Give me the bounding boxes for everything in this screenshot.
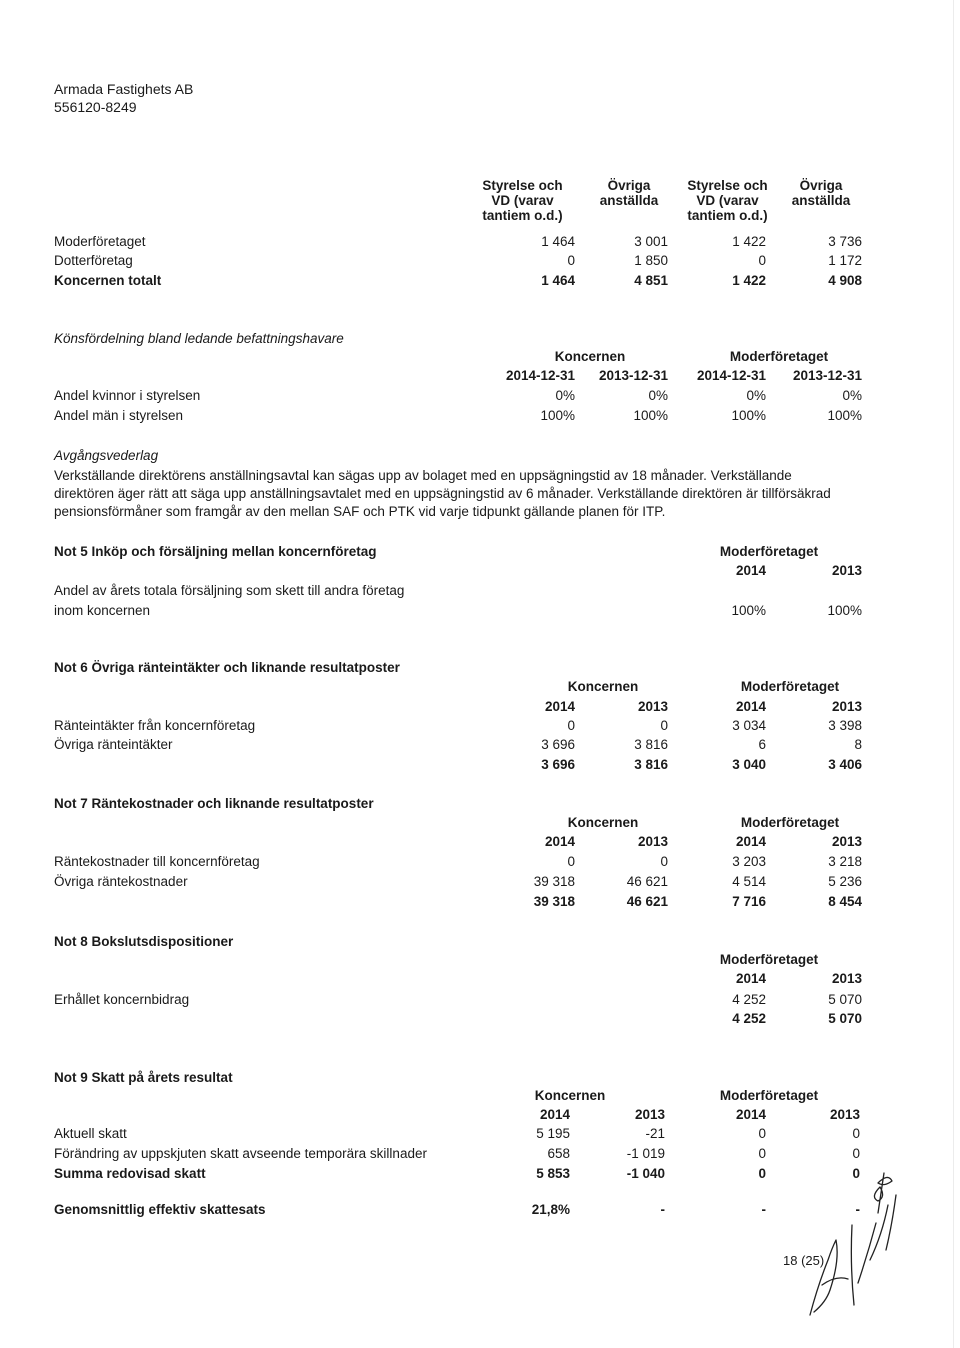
note9-cell: 0 xyxy=(758,1126,766,1141)
header-line: VD (varav xyxy=(696,193,759,208)
note9-year: 2014 xyxy=(735,1107,766,1122)
note9-rate-cell: - xyxy=(855,1202,860,1217)
note6-year: 2013 xyxy=(637,699,668,714)
note8-total: 5 070 xyxy=(828,1011,862,1026)
note9-rate-label: Genomsnittlig effektiv skattesats xyxy=(54,1202,266,1217)
severance-line: Verkställande direktörens anställningsavtal kan sägas upp av bolaget med en uppsägningstid av 18 månader. Verkställande xyxy=(54,468,792,483)
note5-label-line: inom koncernen xyxy=(54,603,151,618)
note7-year: 2013 xyxy=(637,834,668,849)
header-line: VD (varav xyxy=(491,193,554,208)
staff-header-others-parent xyxy=(780,178,862,208)
note9-sum-label: Summa redovisad skatt xyxy=(54,1166,206,1181)
note7-cell: 46 621 xyxy=(626,874,668,889)
staff-cell: 4 851 xyxy=(634,273,668,288)
note9-rate-cell: - xyxy=(660,1202,665,1217)
note7-group-header: Moderföretaget xyxy=(740,815,840,830)
severance-text xyxy=(54,467,884,521)
header-line: Styrelse och xyxy=(482,178,563,193)
handwritten-initials-icon xyxy=(800,1165,920,1335)
header-line: Övriga xyxy=(607,178,651,193)
note8-year: 2013 xyxy=(831,971,862,986)
staff-cell: 1 422 xyxy=(732,234,766,249)
note6-cell: 0 xyxy=(567,718,575,733)
gender-cell: 100% xyxy=(540,408,575,423)
note7-year: 2014 xyxy=(735,834,766,849)
note5-group-header: Moderföretaget xyxy=(719,544,819,559)
note6-year: 2013 xyxy=(831,699,862,714)
gender-row-label: Andel kvinnor i styrelsen xyxy=(54,388,201,403)
note8-cell: 4 252 xyxy=(732,992,766,1007)
note9-title: Not 9 Skatt på årets resultat xyxy=(54,1070,233,1085)
note9-row-label: Aktuell skatt xyxy=(54,1126,127,1141)
staff-cell: 0 xyxy=(758,253,766,268)
staff-cell: 4 908 xyxy=(828,273,862,288)
note9-year: 2014 xyxy=(539,1107,570,1122)
note9-year: 2013 xyxy=(829,1107,860,1122)
note7-cell: 4 514 xyxy=(732,874,766,889)
note9-cell: -21 xyxy=(645,1126,665,1141)
note7-total: 39 318 xyxy=(533,894,575,909)
note6-cell: 0 xyxy=(660,718,668,733)
gender-cell: 100% xyxy=(731,408,766,423)
note7-cell: 5 236 xyxy=(828,874,862,889)
gender-group-header: Moderföretaget xyxy=(729,349,829,364)
staff-row-label: Dotterföretag xyxy=(54,253,133,268)
staff-cell: 3 736 xyxy=(828,234,862,249)
gender-cell: 0% xyxy=(842,388,862,403)
note8-row-label: Erhållet koncernbidrag xyxy=(54,992,190,1007)
gender-cell: 100% xyxy=(827,408,862,423)
header-line: anställda xyxy=(791,193,851,208)
note8-group-header: Moderföretaget xyxy=(719,952,819,967)
header-line: tantiem o.d.) xyxy=(482,208,563,223)
note7-cell: 0 xyxy=(660,854,668,869)
note9-sum-cell: -1 040 xyxy=(626,1166,665,1181)
staff-cell: 1 464 xyxy=(541,273,575,288)
note5-year: 2013 xyxy=(831,563,862,578)
note6-total: 3 696 xyxy=(541,757,575,772)
note6-cell: 3 398 xyxy=(828,718,862,733)
page-number: 18 (25) xyxy=(783,1253,825,1268)
note5-year: 2014 xyxy=(735,563,766,578)
staff-header-board-group xyxy=(470,178,575,223)
note5-title: Not 5 Inköp och försäljning mellan koncernföretag xyxy=(54,544,377,559)
gender-title: Könsfördelning bland ledande befattningshavare xyxy=(54,331,344,346)
note6-year: 2014 xyxy=(544,699,575,714)
note6-cell: 3 696 xyxy=(541,737,575,752)
staff-cell: 1 850 xyxy=(634,253,668,268)
note8-cell: 5 070 xyxy=(828,992,862,1007)
gender-cell: 0% xyxy=(746,388,766,403)
gender-date-header: 2014-12-31 xyxy=(505,368,575,383)
staff-row-label: Moderföretaget xyxy=(54,234,146,249)
staff-cell: 0 xyxy=(567,253,575,268)
gender-cell: 0% xyxy=(555,388,575,403)
note7-cell: 3 218 xyxy=(828,854,862,869)
note7-group-header: Koncernen xyxy=(567,815,639,830)
severance-line: pensionsförmåner som framgår av den mellan SAF och PTK vid varje tidpunkt gällande planen för ITP. xyxy=(54,504,666,519)
note6-total: 3 816 xyxy=(634,757,668,772)
note6-cell: 3 816 xyxy=(634,737,668,752)
note7-year: 2014 xyxy=(544,834,575,849)
note9-sum-cell: 0 xyxy=(852,1166,860,1181)
note9-cell: 0 xyxy=(758,1146,766,1161)
gender-cell: 100% xyxy=(633,408,668,423)
header-line: anställda xyxy=(599,193,659,208)
note8-total: 4 252 xyxy=(732,1011,766,1026)
note6-total: 3 406 xyxy=(828,757,862,772)
gender-date-header: 2013-12-31 xyxy=(792,368,862,383)
staff-cell: 1 464 xyxy=(541,234,575,249)
company-name: Armada Fastighets AB xyxy=(54,81,194,97)
note7-cell: 3 203 xyxy=(732,854,766,869)
note9-cell: 0 xyxy=(852,1146,860,1161)
note9-cell: 0 xyxy=(852,1126,860,1141)
note9-cell: 5 195 xyxy=(536,1126,570,1141)
note9-year: 2013 xyxy=(634,1107,665,1122)
note7-title: Not 7 Räntekostnader och liknande resultatposter xyxy=(54,796,374,811)
note5-cell: 100% xyxy=(731,603,766,618)
staff-header-board-parent xyxy=(675,178,780,223)
staff-header-others-group xyxy=(590,178,668,208)
note9-sum-cell: 0 xyxy=(758,1166,766,1181)
note9-rate-cell: - xyxy=(761,1202,766,1217)
note9-cell: 658 xyxy=(547,1146,570,1161)
header-line: Styrelse och xyxy=(687,178,768,193)
note6-total: 3 040 xyxy=(732,757,766,772)
note5-cell: 100% xyxy=(827,603,862,618)
staff-row-label: Koncernen totalt xyxy=(54,273,162,288)
note7-cell: 39 318 xyxy=(533,874,575,889)
note6-cell: 8 xyxy=(854,737,862,752)
header-line: tantiem o.d.) xyxy=(687,208,768,223)
gender-date-header: 2014-12-31 xyxy=(696,368,766,383)
note6-cell: 3 034 xyxy=(732,718,766,733)
note8-title: Not 8 Bokslutsdispositioner xyxy=(54,934,234,949)
note9-rate-cell: 21,8% xyxy=(531,1202,570,1217)
note6-row-label: Ränteintäkter från koncernföretag xyxy=(54,718,256,733)
gender-group-header: Koncernen xyxy=(554,349,626,364)
note9-sum-cell: 5 853 xyxy=(536,1166,570,1181)
note7-row-label: Räntekostnader till koncernföretag xyxy=(54,854,260,869)
header-line: Övriga xyxy=(799,178,843,193)
note7-total: 8 454 xyxy=(828,894,862,909)
note6-group-header: Moderföretaget xyxy=(740,679,840,694)
gender-row-label: Andel män i styrelsen xyxy=(54,408,184,423)
note9-cell: -1 019 xyxy=(626,1146,665,1161)
note9-group-header: Koncernen xyxy=(534,1088,606,1103)
note9-row-label: Förändring av uppskjuten skatt avseende temporära skillnader xyxy=(54,1146,427,1161)
note5-label-line: Andel av årets totala försäljning som skett till andra företag xyxy=(54,583,405,598)
note6-cell: 6 xyxy=(758,737,766,752)
severance-line: direktören äger rätt att säga upp anställningsavtalet med en uppsägningstid av 6 månader. Verkställande direktören är tillförsäkrad xyxy=(54,486,831,501)
scan-edge xyxy=(953,0,954,1348)
staff-cell: 1 422 xyxy=(732,273,766,288)
staff-cell: 1 172 xyxy=(828,253,862,268)
note9-group-header: Moderföretaget xyxy=(719,1088,819,1103)
note7-total: 46 621 xyxy=(626,894,668,909)
note6-title: Not 6 Övriga ränteintäkter och liknande resultatposter xyxy=(54,660,400,675)
note6-group-header: Koncernen xyxy=(567,679,639,694)
org-number: 556120-8249 xyxy=(54,99,137,115)
note7-cell: 0 xyxy=(567,854,575,869)
staff-cell: 3 001 xyxy=(634,234,668,249)
severance-title: Avgångsvederlag xyxy=(54,448,159,463)
gender-cell: 0% xyxy=(648,388,668,403)
note7-row-label: Övriga räntekostnader xyxy=(54,874,188,889)
note6-year: 2014 xyxy=(735,699,766,714)
gender-date-header: 2013-12-31 xyxy=(598,368,668,383)
note7-total: 7 716 xyxy=(732,894,766,909)
note7-year: 2013 xyxy=(831,834,862,849)
note6-row-label: Övriga ränteintäkter xyxy=(54,737,173,752)
note8-year: 2014 xyxy=(735,971,766,986)
